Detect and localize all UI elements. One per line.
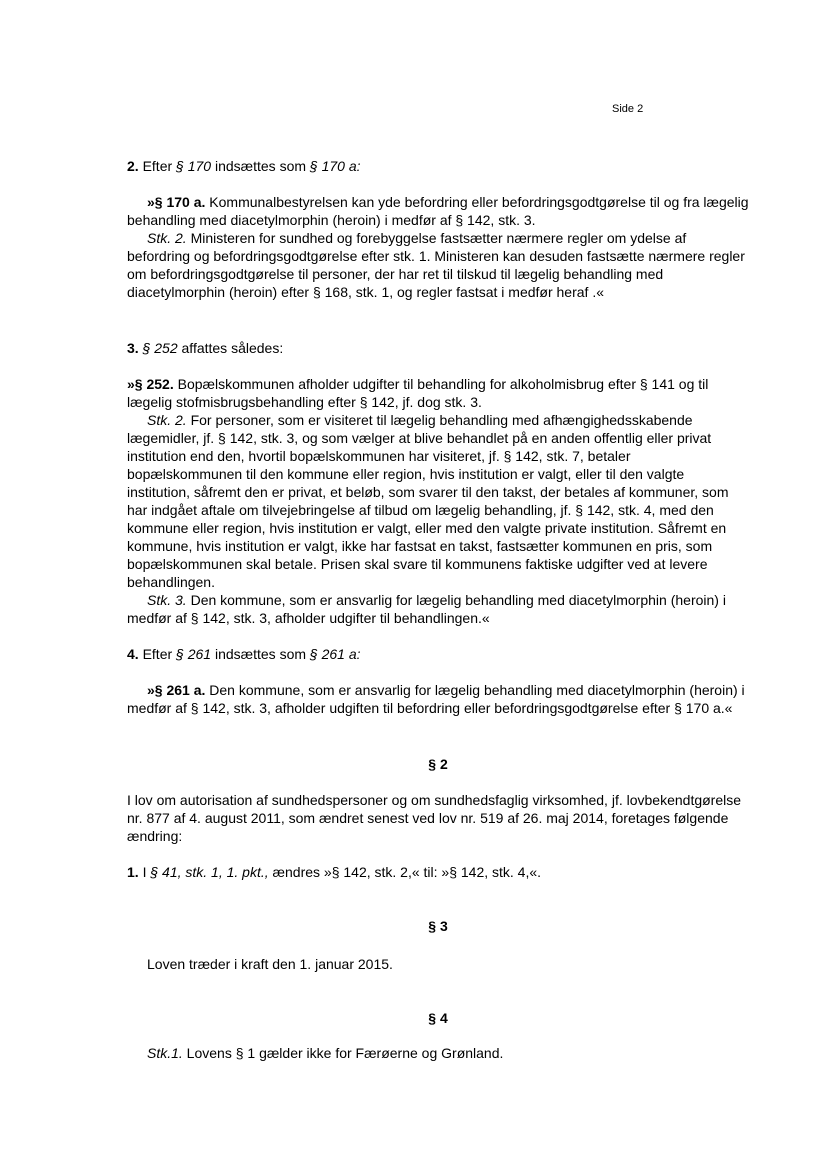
amendment-2	[127, 157, 749, 175]
section-2-intro: I lov om autorisation af sundhedspersoner og om sundhedsfaglig virksomhed, jf. lovbekendtgørelse nr. 877 af 4. august 2011, som ændret senest ved lov nr. 519 af 26. maj 2014, foretages følgende ændring:	[127, 792, 742, 844]
paragraph-261a: »§ 261 a. Den kommune, som er ansvarlig for lægelig behandling med diacetylmorphin (heroin) i medfør af § 142, stk. 3, afholder udgiften til befordring eller befordringsgodtgørelse efter § 170 a.«	[127, 682, 745, 716]
section-2-amendment-1: 1. I § 41, stk. 1, 1. pkt., ændres »§ 142, stk. 2,« til: »§ 142, stk. 4,«.	[127, 864, 542, 880]
amendment-3-body	[127, 375, 749, 627]
section-2-heading: § 2	[428, 756, 448, 772]
paragraph-252-stk2: Stk. 2. For personer, som er visiteret til lægelig behandling med afhængighedsskabende lægemidler, jf. § 142, stk. 3, og som vælger at blive behandlet på en anden offentlig eller privat institution end den, hvortil bopælskommunen har visiteret, jf. § 142, stk. 7, betaler bopælskommunen til den kommune eller region, hvis institution er valgt, eller til den valgte institution, såfremt den er privat, et beløb, som svarer til den takst, der betales af kommuner, som har indgået aftale om tilvejebringelse af tilbud om lægelig behandling, jf. § 142, stk. 4, med den kommune eller region, hvis institution er valgt, eller med den valgte private institution. Såfremt en kommune, hvis institution er valgt, ikke har fastsat en takst, fastsætter kommunen en pris, som bopælskommunen skal betale. Prisen skal svare til kommunens faktiske udgifter ved at levere behandlingen.	[127, 412, 729, 590]
amendment-number: 3.	[127, 340, 139, 356]
section-4-heading: § 4	[428, 1010, 448, 1026]
page-number: Side 2	[612, 103, 644, 115]
section-4-body: Stk.1. Lovens § 1 gælder ikke for Færøerne og Grønland.	[147, 1045, 504, 1061]
amendment-number: 2.	[127, 158, 139, 174]
paragraph-252: »§ 252. Bopælskommunen afholder udgifter til behandling for alkoholmisbrug efter § 141 og til lægelig stofmisbrugsbehandling efter § 142, jf. dog stk. 3.	[127, 376, 709, 410]
amendment-3-intro: 3. § 252 affattes således:	[127, 340, 284, 356]
amendment-2-body	[127, 193, 749, 301]
paragraph-170a: »§ 170 a. Kommunalbestyrelsen kan yde befordring eller befordringsgodtgørelse til og fra lægelig behandling med diacetylmorphin (heroin) i medfør af § 142, stk. 3.	[127, 194, 749, 228]
amendment-4	[127, 645, 749, 663]
section-3-body: Loven træder i kraft den 1. januar 2015.	[147, 956, 393, 972]
paragraph-252-stk3: Stk. 3. Den kommune, som er ansvarlig for lægelig behandling med diacetylmorphin (heroin) i medfør af § 142, stk. 3, afholder udgifter til behandlingen.«	[127, 592, 726, 626]
amendment-4-intro: 4. Efter § 261 indsættes som § 261 a:	[127, 646, 361, 662]
amendment-number: 1.	[127, 864, 139, 880]
amendment-2-intro: 2. Efter § 170 indsættes som § 170 a:	[127, 158, 361, 174]
amendment-number: 4.	[127, 646, 139, 662]
section-3-heading: § 3	[428, 918, 448, 934]
amendment-4-body	[127, 681, 749, 717]
amendment-3	[127, 339, 749, 357]
paragraph-170a-stk2: Stk. 2. Ministeren for sundhed og forebyggelse fastsætter nærmere regler om ydelse af befordring og befordringsgodtgørelse efter stk. 1. Ministeren kan desuden fastsætte nærmere regler om befordringsgodtgørelse til personer, der har ret til tilskud til lægelig behandling med diacetylmorphin (heroin) efter § 168, stk. 1, og regler fastsat i medfør heraf .«	[127, 230, 745, 300]
